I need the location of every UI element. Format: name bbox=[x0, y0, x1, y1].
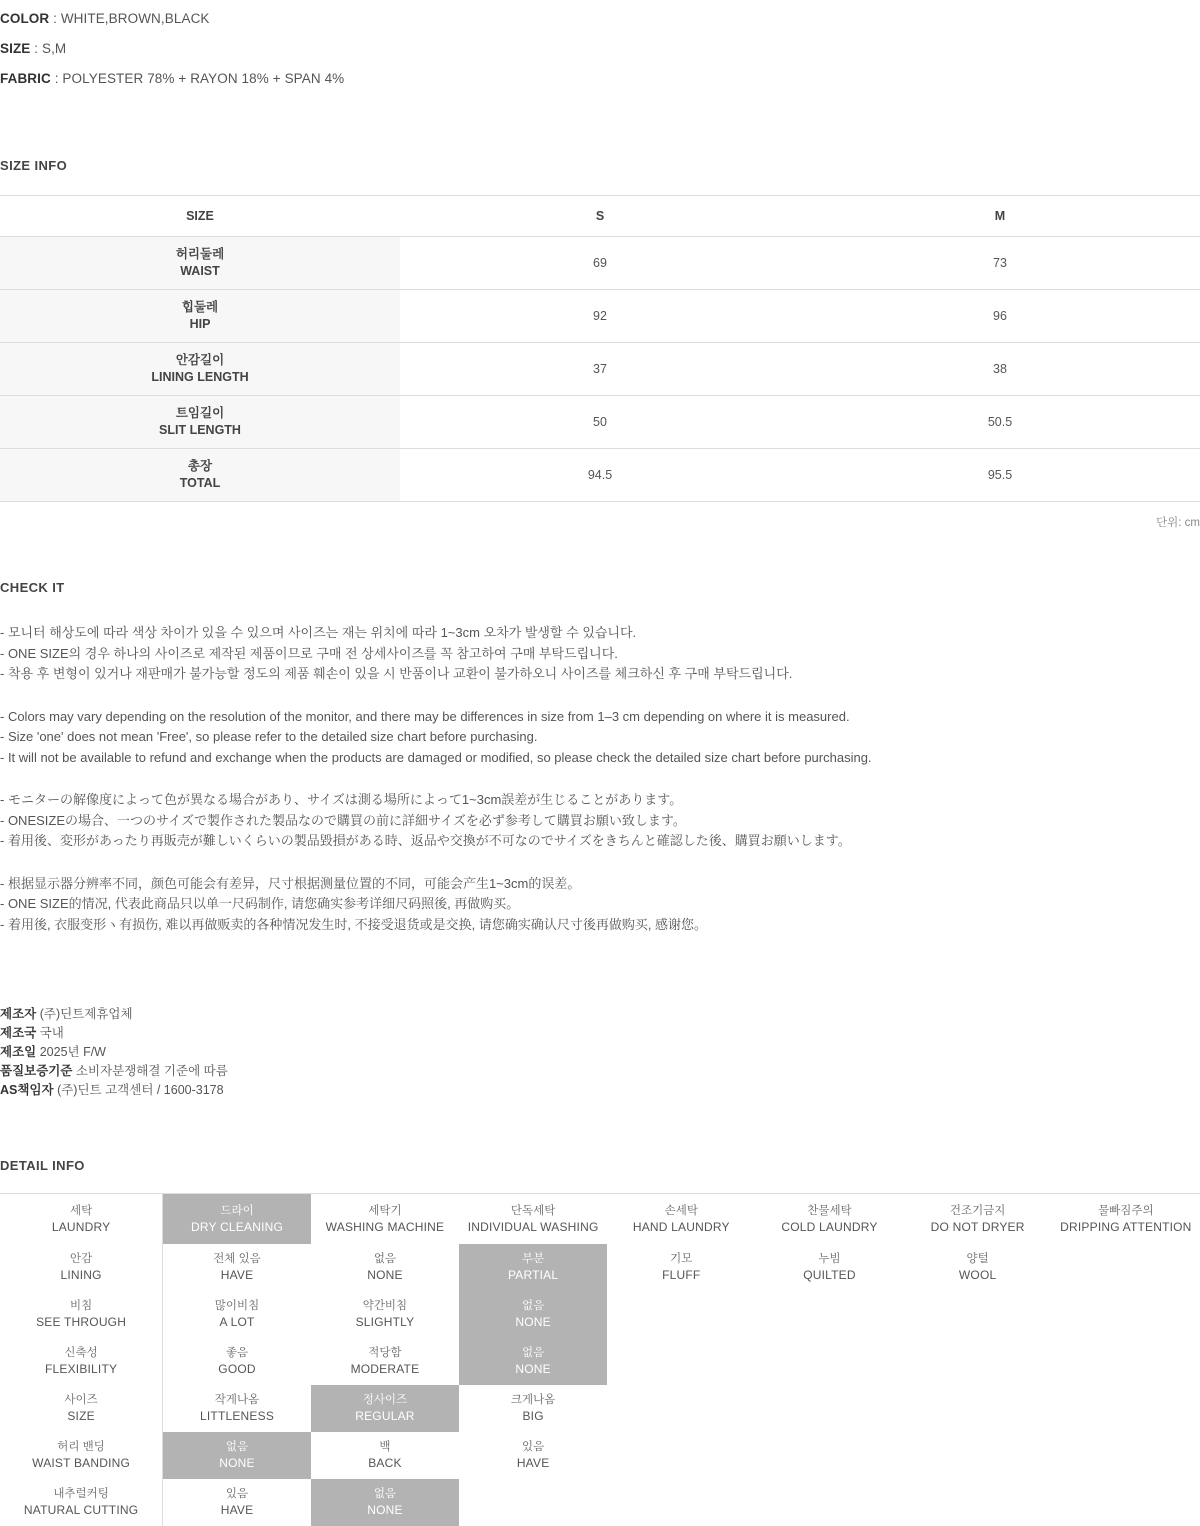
detail-cell-ko: 안감 bbox=[69, 1253, 93, 1265]
detail-cell-empty bbox=[1052, 1244, 1200, 1291]
size-row-label-en: HIP bbox=[189, 317, 211, 331]
detail-cell-empty bbox=[459, 1479, 607, 1526]
detail-cell-en: LITTLENESS bbox=[200, 1409, 275, 1423]
detail-cell-ko: 부분 bbox=[522, 1253, 545, 1265]
note-line: - モニターの解像度によって色が異なる場合があり、サイズは測る場所によって1~3cm誤差が生じることがあります。 bbox=[0, 792, 683, 807]
detail-cell-empty bbox=[755, 1338, 903, 1385]
product-spec-block bbox=[0, 0, 1200, 94]
note-line: - 着用後、変形があったり再販売が難しいくらいの製品毀損がある時、返品や交換が不可なのでサイズをきちんと確認した後、購買お願いします。 bbox=[0, 833, 851, 848]
size-table-header-row bbox=[0, 196, 1200, 237]
size-info-table bbox=[0, 195, 1200, 502]
detail-cell-size-littleness bbox=[163, 1385, 311, 1432]
detail-cell-size-big bbox=[459, 1385, 607, 1432]
detail-cell-empty bbox=[607, 1385, 755, 1432]
maker-line-date bbox=[0, 1043, 1200, 1062]
detail-cell-ko: 정사이즈 bbox=[362, 1394, 408, 1406]
detail-cell-lining-fluff bbox=[607, 1244, 755, 1291]
table-row bbox=[0, 1385, 1200, 1432]
size-row-value-s: 94.5 bbox=[400, 449, 800, 502]
detail-cell-ko: 좋음 bbox=[225, 1347, 249, 1359]
detail-cell-individual-washing bbox=[459, 1194, 607, 1244]
size-unit-note: 단위: cm bbox=[1156, 517, 1200, 529]
detail-cell-ko: 허리 밴딩 bbox=[57, 1441, 105, 1453]
manufacturer-info bbox=[0, 1005, 1200, 1100]
size-row-label-slit-length bbox=[0, 396, 400, 449]
detail-cell-ko: 비침 bbox=[69, 1300, 93, 1312]
detail-cell-category-see-through bbox=[0, 1291, 163, 1338]
note-line: - 根据显示器分辨率不同，颜色可能会有差异，尺寸根据测量位置的不同，可能会产生1~3cm的误差。 bbox=[0, 875, 581, 891]
spec-value-size: S,M bbox=[41, 41, 67, 56]
size-row-value-m: 95.5 bbox=[800, 449, 1200, 502]
maker-value: (주)딘트 고객센터 / 1600-3178 bbox=[53, 1083, 224, 1097]
size-row-label-hip bbox=[0, 290, 400, 343]
detail-cell-waist-banding-have bbox=[459, 1432, 607, 1479]
table-row bbox=[0, 1479, 1200, 1526]
spec-sep-size: : bbox=[30, 41, 42, 56]
detail-cell-en: FLEXIBILITY bbox=[44, 1362, 118, 1376]
detail-cell-dripping-attention bbox=[1052, 1194, 1200, 1244]
detail-cell-en: BIG bbox=[522, 1409, 544, 1423]
size-row-label-ko: 힙둘레 bbox=[181, 300, 219, 314]
spec-sep-fabric: : bbox=[50, 71, 63, 86]
table-row bbox=[0, 449, 1200, 502]
table-row bbox=[0, 1338, 1200, 1385]
detail-cell-lining-partial bbox=[459, 1244, 607, 1291]
size-row-label-en: TOTAL bbox=[179, 476, 221, 490]
detail-cell-en: NATURAL CUTTING bbox=[23, 1503, 139, 1517]
detail-cell-natural-cutting-have bbox=[163, 1479, 311, 1526]
maker-line-manufacturer bbox=[0, 1005, 1200, 1024]
check-it-title: CHECK IT bbox=[0, 580, 65, 595]
detail-cell-en: SIZE bbox=[67, 1409, 95, 1423]
detail-cell-category-natural-cutting bbox=[0, 1479, 163, 1526]
size-table-header-s: S bbox=[400, 196, 800, 237]
detail-cell-empty bbox=[607, 1432, 755, 1479]
table-row bbox=[0, 1432, 1200, 1479]
note-group-korean bbox=[0, 623, 1200, 685]
size-row-value-m: 73 bbox=[800, 237, 1200, 290]
size-row-value-s: 69 bbox=[400, 237, 800, 290]
detail-cell-empty bbox=[904, 1432, 1052, 1479]
detail-cell-en: HAVE bbox=[516, 1456, 550, 1470]
detail-cell-ko: 약간비침 bbox=[362, 1300, 408, 1312]
detail-cell-ko: 기모 bbox=[670, 1253, 693, 1265]
detail-cell-category-laundry bbox=[0, 1194, 163, 1244]
note-group-japanese bbox=[0, 790, 1200, 852]
spec-value-color: WHITE,BROWN,BLACK bbox=[60, 11, 210, 26]
detail-cell-hand-laundry bbox=[607, 1194, 755, 1244]
detail-cell-en: INDIVIDUAL WASHING bbox=[467, 1219, 599, 1234]
maker-line-as-contact bbox=[0, 1081, 1200, 1100]
spec-value-fabric: POLYESTER 78% + RAYON 18% + SPAN 4% bbox=[62, 71, 345, 86]
note-line: - ONE SIZE的情况, 代表此商品只以单一尺码制作, 请您确实参考详细尺码照後, 再做购买。 bbox=[0, 896, 520, 911]
detail-cell-en: HAVE bbox=[220, 1503, 254, 1517]
detail-cell-ko: 내추럴커팅 bbox=[53, 1488, 109, 1500]
maker-key: 제조자 bbox=[0, 1007, 37, 1021]
note-line: - ONE SIZE의 경우 하나의 사이즈로 제작된 제품이므로 구매 전 상세사이즈를 꼭 참고하여 구매 부탁드립니다. bbox=[0, 645, 618, 661]
detail-cell-lining-quilted bbox=[755, 1244, 903, 1291]
table-row bbox=[0, 1244, 1200, 1291]
size-row-label-lining-length bbox=[0, 343, 400, 396]
size-row-label-en: SLIT LENGTH bbox=[159, 423, 241, 437]
detail-cell-ko: 크게나옴 bbox=[510, 1394, 556, 1406]
maker-line-country bbox=[0, 1024, 1200, 1043]
detail-info-title: DETAIL INFO bbox=[0, 1158, 85, 1173]
note-group-chinese bbox=[0, 874, 1200, 936]
detail-cell-en: BACK bbox=[368, 1456, 402, 1470]
detail-cell-ko: 세탁기 bbox=[368, 1204, 402, 1217]
detail-cell-en: DO NOT DRYER bbox=[930, 1219, 1025, 1234]
detail-cell-en: COLD LAUNDRY bbox=[781, 1219, 878, 1234]
detail-cell-empty bbox=[904, 1291, 1052, 1338]
detail-cell-category-flexibility bbox=[0, 1338, 163, 1385]
detail-cell-en: NONE bbox=[367, 1268, 403, 1282]
detail-cell-en: NONE bbox=[219, 1456, 255, 1470]
spec-key-fabric: FABRIC bbox=[0, 71, 51, 86]
detail-cell-lining-have bbox=[163, 1244, 311, 1291]
detail-cell-ko: 많이비침 bbox=[214, 1300, 260, 1312]
size-row-value-m: 96 bbox=[800, 290, 1200, 343]
detail-cell-en: DRY CLEANING bbox=[191, 1219, 284, 1234]
size-row-label-total bbox=[0, 449, 400, 502]
size-row-label-en: LINING LENGTH bbox=[151, 370, 249, 384]
spec-key-color: COLOR bbox=[0, 11, 50, 26]
detail-cell-ko: 없음 bbox=[373, 1253, 397, 1265]
maker-value: 2025년 F/W bbox=[36, 1045, 106, 1059]
table-row bbox=[0, 237, 1200, 290]
detail-cell-lining-wool bbox=[904, 1244, 1052, 1291]
detail-cell-empty bbox=[904, 1479, 1052, 1526]
note-line: - Size 'one' does not mean 'Free', so please refer to the detailed size chart before purchasing. bbox=[0, 729, 538, 744]
detail-cell-see-through-a-lot bbox=[163, 1291, 311, 1338]
table-row bbox=[0, 396, 1200, 449]
detail-cell-ko: 드라이 bbox=[220, 1204, 254, 1217]
size-table-header-m: M bbox=[800, 196, 1200, 237]
detail-cell-ko: 전체 있음 bbox=[213, 1253, 261, 1265]
detail-cell-ko: 있음 bbox=[522, 1441, 545, 1453]
detail-cell-empty bbox=[755, 1432, 903, 1479]
table-row bbox=[0, 290, 1200, 343]
detail-cell-en: MODERATE bbox=[350, 1362, 420, 1376]
maker-value: 소비자분쟁해결 기준에 따름 bbox=[72, 1064, 228, 1078]
detail-cell-empty bbox=[904, 1338, 1052, 1385]
maker-value: (주)딘트제휴업체 bbox=[36, 1007, 133, 1021]
detail-cell-en: SEE THROUGH bbox=[36, 1315, 127, 1329]
detail-cell-see-through-none bbox=[459, 1291, 607, 1338]
detail-cell-empty bbox=[607, 1479, 755, 1526]
detail-cell-en: QUILTED bbox=[803, 1268, 856, 1282]
detail-cell-empty bbox=[1052, 1432, 1200, 1479]
detail-cell-ko: 양털 bbox=[966, 1253, 989, 1265]
detail-cell-en: NONE bbox=[367, 1503, 403, 1517]
detail-cell-ko: 있음 bbox=[225, 1488, 249, 1500]
detail-cell-see-through-slightly bbox=[311, 1291, 459, 1338]
size-table-header-label: SIZE bbox=[0, 196, 400, 237]
detail-cell-en: LAUNDRY bbox=[51, 1219, 111, 1234]
check-it-notes bbox=[0, 623, 1200, 935]
size-row-label-ko: 트임길이 bbox=[175, 406, 225, 420]
detail-cell-ko: 건조기금지 bbox=[949, 1204, 1006, 1217]
detail-cell-natural-cutting-none bbox=[311, 1479, 459, 1526]
detail-cell-ko: 없음 bbox=[225, 1441, 249, 1453]
detail-cell-dry-cleaning bbox=[163, 1194, 311, 1244]
maker-line-warranty bbox=[0, 1062, 1200, 1081]
maker-value: 국내 bbox=[36, 1026, 64, 1040]
detail-cell-en: DRIPPING ATTENTION bbox=[1060, 1219, 1192, 1234]
detail-cell-empty bbox=[755, 1291, 903, 1338]
spec-line-color bbox=[0, 4, 1200, 34]
detail-cell-cold-laundry bbox=[755, 1194, 903, 1244]
note-group-english bbox=[0, 707, 1200, 769]
detail-cell-do-not-dryer bbox=[904, 1194, 1052, 1244]
detail-cell-ko: 물빠짐주의 bbox=[1098, 1204, 1154, 1217]
size-row-value-m: 50.5 bbox=[800, 396, 1200, 449]
maker-key: 품질보증기준 bbox=[0, 1064, 73, 1078]
detail-cell-ko: 작게나옴 bbox=[214, 1394, 260, 1406]
note-line: - 착용 후 변형이 있거나 재판매가 불가능할 정도의 제품 훼손이 있을 시 반품이나 교환이 불가하오니 사이즈를 체크하신 후 구매 부탁드립니다. bbox=[0, 666, 793, 681]
detail-cell-flexibility-none bbox=[459, 1338, 607, 1385]
detail-cell-category-size bbox=[0, 1385, 163, 1432]
size-row-value-s: 92 bbox=[400, 290, 800, 343]
detail-cell-lining-none bbox=[311, 1244, 459, 1291]
table-row bbox=[0, 1291, 1200, 1338]
note-line: - 着用後, 衣服变形ヽ有损伤, 难以再做贩卖的各种情况发生时, 不接受退货或是交换, 请您确实确认尺寸後再做购买, 感谢您。 bbox=[0, 916, 708, 932]
size-row-label-en: WAIST bbox=[180, 264, 220, 278]
detail-cell-flexibility-moderate bbox=[311, 1338, 459, 1385]
detail-cell-ko: 신축성 bbox=[64, 1347, 98, 1359]
detail-cell-flexibility-good bbox=[163, 1338, 311, 1385]
size-row-label-waist bbox=[0, 237, 400, 290]
detail-cell-ko: 없음 bbox=[522, 1347, 545, 1359]
detail-cell-en: LINING bbox=[60, 1268, 102, 1282]
size-row-label-ko: 총장 bbox=[187, 459, 213, 473]
detail-cell-ko: 단독세탁 bbox=[510, 1204, 556, 1217]
note-line: - 모니터 해상도에 따라 색상 차이가 있을 수 있으며 사이즈는 재는 위치에 따라 1~3cm 오차가 발생할 수 있습니다. bbox=[0, 625, 637, 640]
maker-key: AS책임자 bbox=[0, 1083, 54, 1097]
spec-sep-color: : bbox=[49, 11, 61, 26]
detail-cell-empty bbox=[607, 1291, 755, 1338]
detail-cell-en: FLUFF bbox=[662, 1268, 701, 1282]
detail-cell-empty bbox=[755, 1385, 903, 1432]
detail-cell-empty bbox=[755, 1479, 903, 1526]
detail-cell-ko: 백 bbox=[379, 1441, 391, 1453]
detail-cell-en: REGULAR bbox=[355, 1409, 415, 1423]
detail-cell-en: SLIGHTLY bbox=[355, 1315, 415, 1329]
detail-cell-waist-banding-back bbox=[311, 1432, 459, 1479]
detail-cell-en: HAND LAUNDRY bbox=[632, 1219, 730, 1234]
detail-cell-en: NONE bbox=[515, 1315, 551, 1329]
size-row-value-s: 37 bbox=[400, 343, 800, 396]
table-row bbox=[0, 1194, 1200, 1244]
spec-line-size bbox=[0, 34, 1200, 64]
detail-cell-empty bbox=[1052, 1338, 1200, 1385]
detail-info-table bbox=[0, 1193, 1200, 1526]
table-row bbox=[0, 343, 1200, 396]
note-line: - Colors may vary depending on the resolution of the monitor, and there may be differences in size from 1–3 cm depending on where it is measured. bbox=[0, 708, 850, 724]
detail-cell-waist-banding-none bbox=[163, 1432, 311, 1479]
detail-cell-ko: 없음 bbox=[373, 1488, 397, 1500]
detail-cell-en: NONE bbox=[515, 1362, 551, 1376]
detail-cell-empty bbox=[1052, 1385, 1200, 1432]
detail-cell-ko: 없음 bbox=[522, 1300, 545, 1312]
detail-cell-ko: 사이즈 bbox=[64, 1394, 98, 1406]
size-row-label-ko: 허리둘레 bbox=[175, 247, 225, 261]
detail-cell-en: GOOD bbox=[218, 1362, 256, 1376]
detail-cell-ko: 찬물세탁 bbox=[807, 1204, 852, 1217]
spec-key-size: SIZE bbox=[0, 41, 31, 56]
size-info-title: SIZE INFO bbox=[0, 158, 68, 173]
spec-line-fabric bbox=[0, 64, 1200, 94]
detail-cell-washing-machine bbox=[311, 1194, 459, 1244]
detail-cell-en: WOOL bbox=[958, 1268, 997, 1282]
detail-cell-ko: 누빔 bbox=[818, 1253, 841, 1265]
detail-cell-size-regular bbox=[311, 1385, 459, 1432]
detail-cell-empty bbox=[1052, 1479, 1200, 1526]
detail-cell-category-waist-banding bbox=[0, 1432, 163, 1479]
detail-cell-ko: 적당함 bbox=[368, 1347, 402, 1359]
detail-cell-category-lining bbox=[0, 1244, 163, 1291]
note-line: - ONESIZEの場合、一つのサイズで製作された製品なので購買の前に詳細サイズを必ず参考して購買お願い致します。 bbox=[0, 812, 686, 828]
detail-cell-en: WASHING MACHINE bbox=[325, 1219, 445, 1234]
note-line: - It will not be available to refund and exchange when the products are damaged or modified, so please check the detailed size chart before purchasing. bbox=[0, 749, 872, 765]
size-row-value-m: 38 bbox=[800, 343, 1200, 396]
detail-cell-en: WAIST BANDING bbox=[32, 1456, 131, 1470]
detail-cell-empty bbox=[1052, 1291, 1200, 1338]
detail-cell-en: A LOT bbox=[219, 1315, 255, 1329]
detail-cell-ko: 손세탁 bbox=[664, 1204, 698, 1217]
size-row-label-ko: 안감길이 bbox=[175, 353, 225, 367]
detail-cell-empty bbox=[607, 1338, 755, 1385]
maker-key: 제조국 bbox=[0, 1026, 37, 1040]
detail-cell-en: HAVE bbox=[220, 1268, 254, 1282]
detail-cell-ko: 세탁 bbox=[69, 1204, 93, 1217]
maker-key: 제조일 bbox=[0, 1045, 37, 1059]
detail-cell-empty bbox=[904, 1385, 1052, 1432]
size-row-value-s: 50 bbox=[400, 396, 800, 449]
detail-cell-en: PARTIAL bbox=[507, 1268, 559, 1282]
